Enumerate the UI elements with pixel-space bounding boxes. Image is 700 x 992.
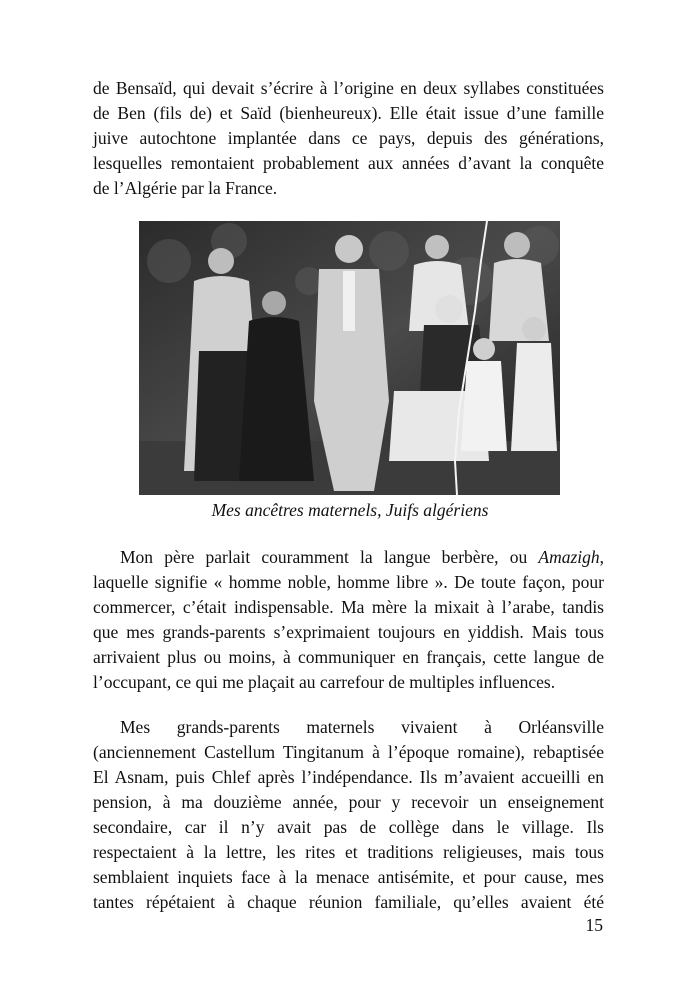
text-line: arrivaient plus ou moins, à communiquer en français, cette langue de [93,647,604,667]
text-line [93,545,604,570]
text-line: (anciennement Castellum Tingitanum à l’époque romaine), rebaptisée [93,742,604,762]
text-segment: Mon père parlait couramment la langue berbère, ou [120,547,539,567]
text-line: El Asnam, puis Chlef après l’indépendance. Ils m’avaient accueilli en [93,767,604,787]
text-line: lesquelles remontaient probablement aux années d’avant la conquête [93,153,604,173]
text-segment: , [599,547,604,567]
text-line: de Ben (fils de) et Saïd (bienheureux). Elle était issue d’une famille [93,103,604,123]
paragraph-3 [93,715,604,915]
text-line: pension, à ma douzième année, pour y recevoir un enseignement [93,792,604,812]
text-line: secondaire, car il n’y avait pas de collège dans le village. Ils [93,817,604,837]
paragraph-1 [93,76,604,201]
text-line: de Bensaïd, qui devait s’écrire à l’origine en deux syllabes constituées [93,78,604,98]
figure-caption: Mes ancêtres maternels, Juifs algériens [211,500,489,520]
text-line: semblaient inquiets face à la menace antisémite, et pour cause, mes [93,867,604,887]
italic-term: Amazigh [538,547,600,567]
text-line: respectaient à la lettre, les rites et traditions religieuses, mais tous [93,842,604,862]
page-number: 15 [585,915,603,935]
text-line: tantes répétaient à chaque réunion familiale, qu’elles avaient été [93,892,604,912]
text-line: que mes grands-parents s’exprimaient toujours en yiddish. Mais tous [93,622,604,642]
photograph-image [139,221,560,495]
text-line: commercer, c’était indispensable. Ma mère la mixait à l’arabe, tandis [93,597,604,617]
paragraph-2 [93,545,604,695]
text-line: Mes grands-parents maternels vivaient à Orléansville [120,717,604,737]
family-photograph [139,221,560,495]
text-line: l’occupant, ce qui me plaçait au carrefour de multiples influences. [93,672,556,692]
text-line: laquelle signifie « homme noble, homme libre ». De toute façon, pour [93,572,604,592]
text-line: de l’Algérie par la France. [93,178,278,198]
text-line: juive autochtone implantée dans ce pays, depuis des générations, [93,128,604,148]
